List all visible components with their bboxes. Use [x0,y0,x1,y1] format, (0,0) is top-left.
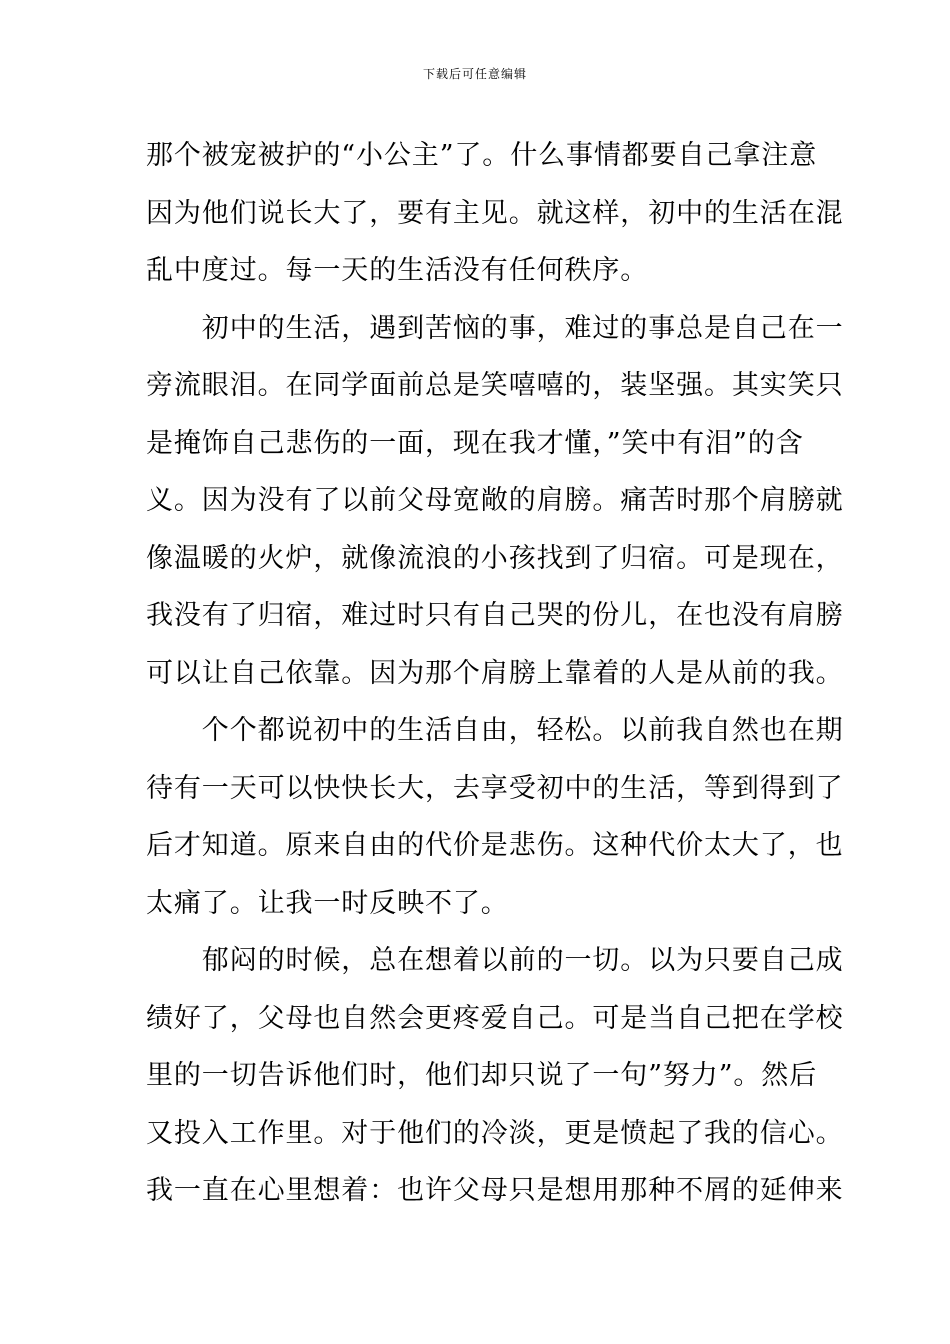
text-line: 个个都说初中的生活自由，轻松。以前我自然也在期 [146,715,844,746]
text-line: 乱中度过。每一天的生活没有任何秩序。 [146,255,649,286]
text-line: 初中的生活，遇到苦恼的事，难过的事总是自己在一 [146,312,844,344]
text-line: 因为他们说长大了，要有主见。就这样，初中的生活在混 [146,197,844,229]
document-body [146,127,844,1220]
text-line: 绩好了，父母也自然会更疼爱自己。可是当自己把在学校 [146,1002,844,1034]
text-line: 待有一天可以快快长大，去享受初中的生活，等到得到了 [146,772,844,804]
text-line: 是掩饰自己悲伤的一面，现在我才懂，”笑中有泪”的含 [146,427,804,459]
text-line: 里的一切告诉他们时，他们却只说了一句”努力”。然后 [146,1060,818,1091]
page-header: 下载后可任意编辑 [422,67,527,81]
text-line: 我一直在心里想着：也许父母只是想用那种不屑的延伸来 [146,1175,844,1206]
text-line: 像温暖的火炉，就像流浪的小孩找到了归宿。可是现在， [146,542,844,574]
text-line: 那个被宠被护的“小公主”了。什么事情都要自己拿注意 [146,140,818,171]
text-line: 太痛了。让我一时反映不了。 [146,887,509,919]
text-line: 旁流眼泪。在同学面前总是笑嘻嘻的，装坚强。其实笑只 [146,370,844,401]
text-line: 可以让自己依靠。因为那个肩膀上靠着的人是从前的我。 [146,657,844,689]
text-line: 后才知道。原来自由的代价是悲伤。这种代价太大了，也 [146,830,844,861]
text-line: 又投入工作里。对于他们的冷淡，更是愤起了我的信心。 [146,1117,844,1149]
text-line: 义。因为没有了以前父母宽敞的肩膀。痛苦时那个肩膀就 [146,485,844,516]
text-line: 我没有了归宿，难过时只有自己哭的份儿，在也没有肩膀 [146,600,844,631]
text-line: 郁闷的时候，总在想着以前的一切。以为只要自己成 [146,945,844,976]
